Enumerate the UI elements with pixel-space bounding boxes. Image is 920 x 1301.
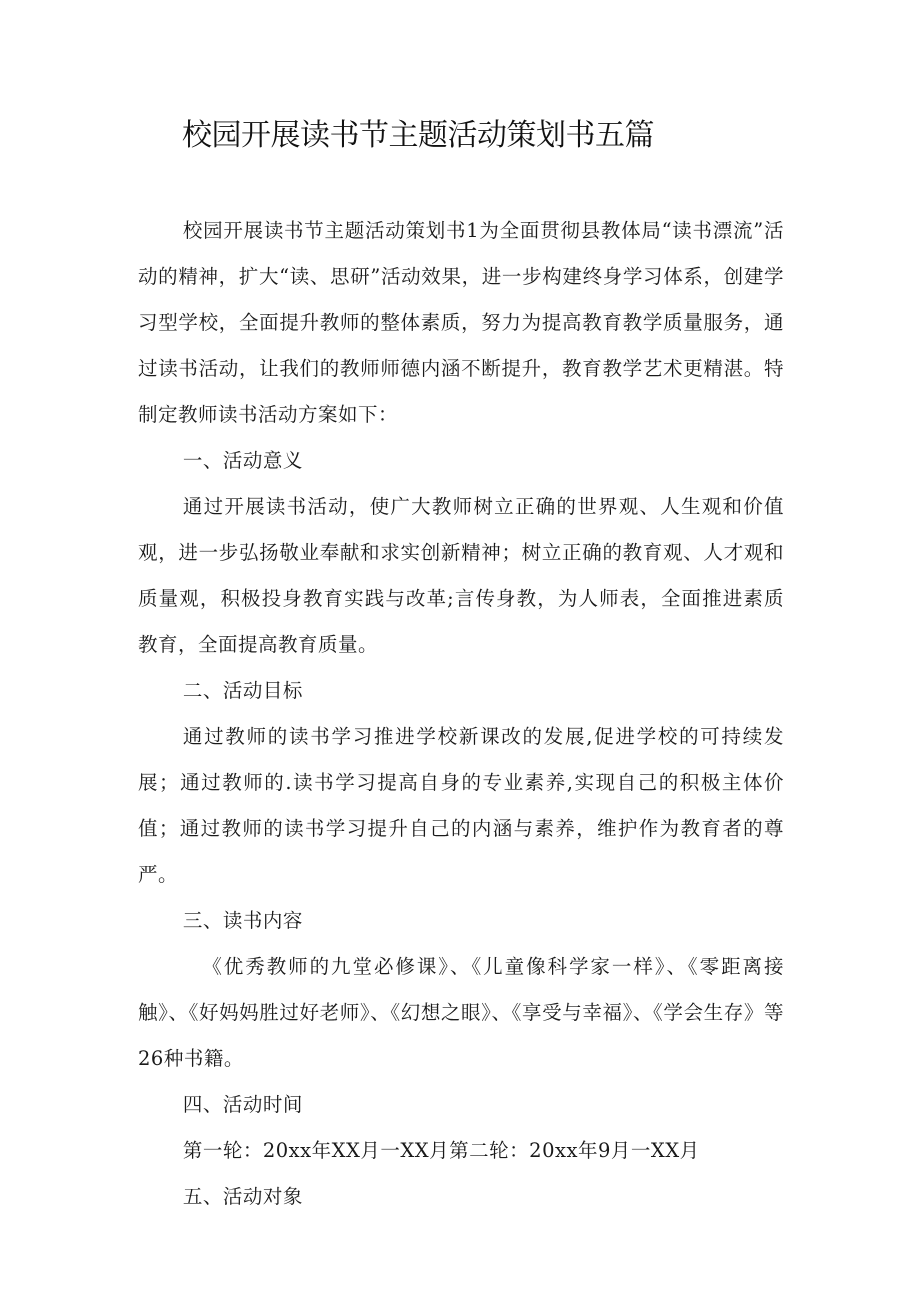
section-heading-goals: 二、活动目标 [182,679,303,702]
section-heading-participants: 五、活动对象 [182,1185,303,1208]
section-text-schedule: 第一轮：20xx年XX月一XX月第二轮：20xx年9月一XX月 [182,1139,700,1162]
intro-paragraph: 校园开展读书节主题活动策划书1为全面贯彻县教体局“读书漂流”活动的精神，扩大“读、思研”活动效果，进一步构建终身学习体系，创建学习型学校，全面提升教师的整体素质，努力为提高教育教学质量服务，通过读书活动，让我们的教师师德内涵不断提升，教育教学艺术更精湛。特制定教师读书活动方案如下： [138,219,784,426]
section-text-goals: 通过教师的读书学习推进学校新课改的发展,促进学校的可持续发展；通过教师的.读书学习提高自身的专业素养,实现自己的积极主体价值；通过教师的读书学习提升自己的内涵与素养，维护作为教育者的尊严。 [138,725,784,886]
document-title: 校园开展读书节主题活动策划书五篇 [182,118,654,153]
section-heading-significance: 一、活动意义 [182,449,303,472]
section-text-significance: 通过开展读书活动，使广大教师树立正确的世界观、人生观和价值观，进一步弘扬敬业奉献和求实创新精神；树立正确的教育观、人才观和质量观，积极投身教育实践与改革;言传身教，为人师表，全面推进素质教育，全面提高教育质量。 [138,495,784,656]
document-body [138,208,784,1220]
section-text-reading-content: 《优秀教师的九堂必修课》、《儿童像科学家一样》、《零距离接触》、《好妈妈胜过好老师》、《幻想之眼》、《享受与幸福》、《学会生存》等26种书籍。 [138,955,784,1070]
section-heading-schedule: 四、活动时间 [182,1093,303,1116]
section-heading-reading-content: 三、读书内容 [182,909,303,932]
